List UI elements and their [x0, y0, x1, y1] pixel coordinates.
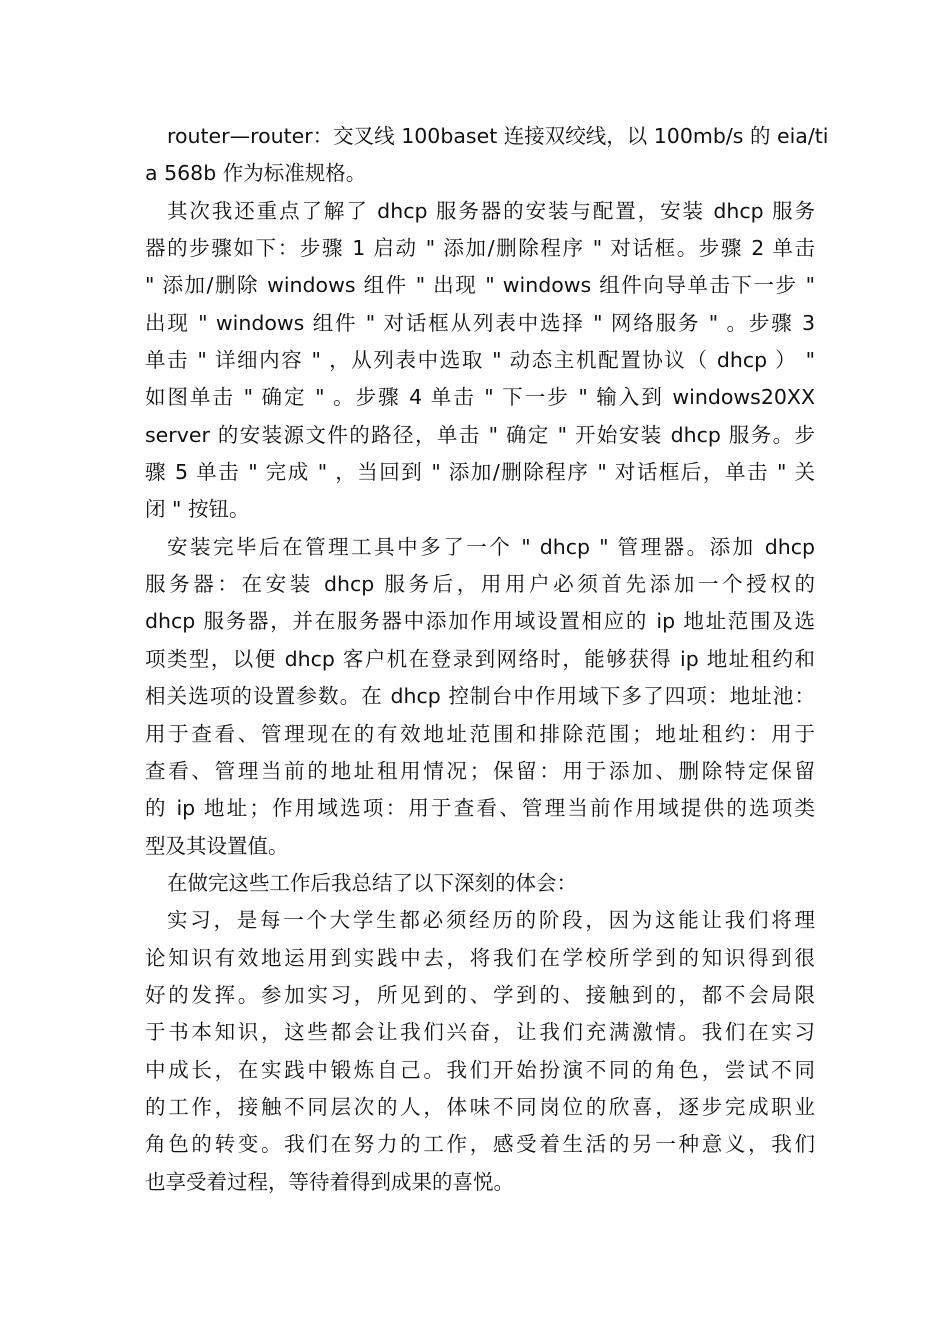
text-line: 好的发挥。参加实习，所见到的、学到的、接触到的，都不会局限 — [145, 982, 815, 1007]
text-line: 用于查看、管理现在的有效地址范围和排除范围；地址租约：用于 — [145, 721, 815, 746]
text-line: 相关选项的设置参数。在 dhcp 控制台中作用域下多了四项：地址池： — [145, 684, 815, 709]
text-line: 也享受着过程，等待着得到成果的喜悦。 — [145, 1169, 514, 1194]
text-line: 单击 " 详细内容 " ，从列表中选取 " 动态主机配置协议（ dhcp ） " — [145, 348, 815, 373]
text-line: a 568b 作为标准规格。 — [145, 161, 367, 186]
text-line: 服务器：在安装 dhcp 服务后，用用户必须首先添加一个授权的 — [145, 572, 815, 597]
text-line: 闭 " 按钮。 — [145, 497, 250, 522]
text-line: 如图单击 " 确定 " 。步骤 4 单击 " 下一步 " 输入到 windows20XX — [145, 385, 815, 410]
text-line: 其次我还重点了解了 dhcp 服务器的安装与配置，安装 dhcp 服务 — [167, 198, 815, 223]
text-line: 论知识有效地运用到实践中去，将我们在学校所学到的知识得到很 — [145, 945, 815, 970]
text-line: " 添加/删除 windows 组件 " 出现 " windows 组件向导单击下一步 " — [145, 273, 815, 298]
text-line: router—router：交叉线 100baset 连接双绞线，以 100mb/s 的 eia/ti — [167, 124, 829, 148]
text-line: dhcp 服务器，并在服务器中添加作用域设置相应的 ip 地址范围及选 — [145, 609, 815, 634]
text-line: 查看、管理当前的地址租用情况；保留：用于添加、删除特定保留 — [145, 758, 815, 783]
text-line: 的工作，接触不同层次的人，体味不同岗位的欣喜，逐步完成职业 — [145, 1094, 815, 1119]
text-line: 器的步骤如下：步骤 1 启动 " 添加/删除程序 " 对话框。步骤 2 单击 — [145, 236, 815, 261]
text-line: 的 ip 地址；作用域选项：用于查看、管理当前作用域提供的选项类 — [145, 796, 815, 821]
text-line: 型及其设置值。 — [145, 833, 289, 858]
text-line: 项类型，以便 dhcp 客户机在登录到网络时，能够获得 ip 地址租约和 — [145, 646, 815, 671]
text-line: 在做完这些工作后我总结了以下深刻的体会： — [167, 870, 577, 895]
text-line: server 的安装源文件的路径，单击 " 确定 " 开始安装 dhcp 服务。步 — [145, 422, 815, 447]
text-line: 角色的转变。我们在努力的工作，感受着生活的另一种意义，我们 — [145, 1132, 815, 1157]
text-line: 实习，是每一个大学生都必须经历的阶段，因为这能让我们将理 — [167, 908, 815, 933]
text-line: 安装完毕后在管理工具中多了一个 " dhcp " 管理器。添加 dhcp — [167, 534, 815, 559]
text-line: 中成长，在实践中锻炼自己。我们开始扮演不同的角色，尝试不同 — [145, 1057, 815, 1082]
text-line: 出现 " windows 组件 " 对话框从列表中选择 " 网络服务 " 。步骤 3 — [145, 310, 815, 335]
text-line: 于书本知识，这些都会让我们兴奋，让我们充满激情。我们在实习 — [145, 1020, 815, 1045]
text-line: 骤 5 单击 " 完成 " ，当回到 " 添加/删除程序 " 对话框后，单击 " 关 — [145, 460, 815, 485]
document-body-text — [145, 118, 829, 1201]
